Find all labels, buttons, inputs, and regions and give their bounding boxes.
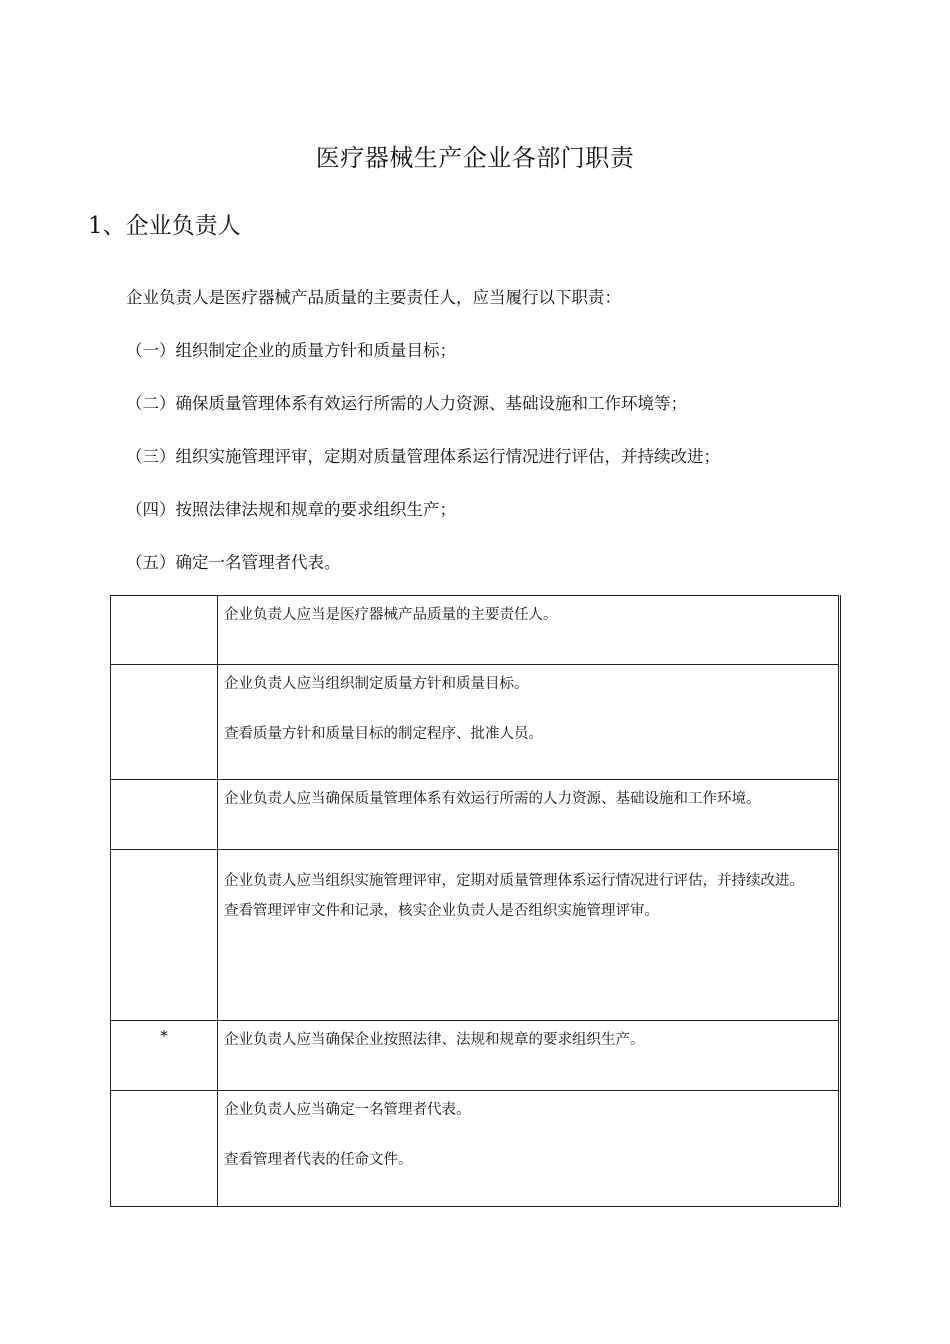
duty-item-2: （二）确保质量管理体系有效运行所需的人力资源、基础设施和工作环境等； (126, 394, 687, 413)
row-text: 企业负责人应当确保企业按照法律、法规和规章的要求组织生产。 (224, 1032, 645, 1048)
row-text: 企业负责人应当确定一名管理者代表。 (224, 1102, 471, 1118)
row-check-text: 查看质量方针和质量目标的制定程序、批准人员。 (224, 726, 543, 742)
row-content-cell (218, 665, 840, 780)
duty-item-4: （四）按照法律法规和规章的要求组织生产； (126, 500, 456, 519)
table-row (111, 780, 840, 850)
row-text: 企业负责人应当是医疗器械产品质量的主要责任人。 (224, 607, 558, 623)
table-row (111, 850, 840, 1021)
row-content-cell (218, 850, 840, 1021)
row-text: 企业负责人应当组织制定质量方针和质量目标。 (224, 676, 529, 692)
table-row (111, 1021, 840, 1091)
row-mark-cell (111, 1091, 218, 1207)
row-check-text: 查看管理评审文件和记录，核实企业负责人是否组织实施管理评审。 (224, 903, 659, 919)
row-content-cell (218, 596, 840, 665)
row-content-cell (218, 1021, 840, 1091)
page-title: 医疗器械生产企业各部门职责 (315, 144, 635, 172)
duty-item-3: （三）组织实施管理评审，定期对质量管理体系运行情况进行评估，并持续改进； (126, 447, 720, 466)
row-mark-cell: * (111, 1021, 218, 1091)
row-mark-cell (111, 665, 218, 780)
row-content-cell (218, 1091, 840, 1207)
row-mark-cell (111, 596, 218, 665)
requirements-table (110, 595, 841, 1207)
table-row (111, 1091, 840, 1207)
table-row (111, 596, 840, 665)
intro-paragraph: 企业负责人是医疗器械产品质量的主要责任人，应当履行以下职责： (126, 288, 621, 307)
section-heading: 1、企业负责人 (88, 213, 241, 239)
table-row (111, 665, 840, 780)
row-content-cell (218, 780, 840, 850)
duty-item-1: （一）组织制定企业的质量方针和质量目标； (126, 341, 456, 360)
row-mark-cell (111, 780, 218, 850)
row-text: 企业负责人应当组织实施管理评审，定期对质量管理体系运行情况进行评估，并持续改进。 (224, 873, 804, 889)
row-text: 企业负责人应当确保质量管理体系有效运行所需的人力资源、基础设施和工作环境。 (224, 791, 761, 807)
row-mark-cell (111, 850, 218, 1021)
row-check-text: 查看管理者代表的任命文件。 (224, 1152, 413, 1168)
duty-item-5: （五）确定一名管理者代表。 (126, 553, 341, 572)
